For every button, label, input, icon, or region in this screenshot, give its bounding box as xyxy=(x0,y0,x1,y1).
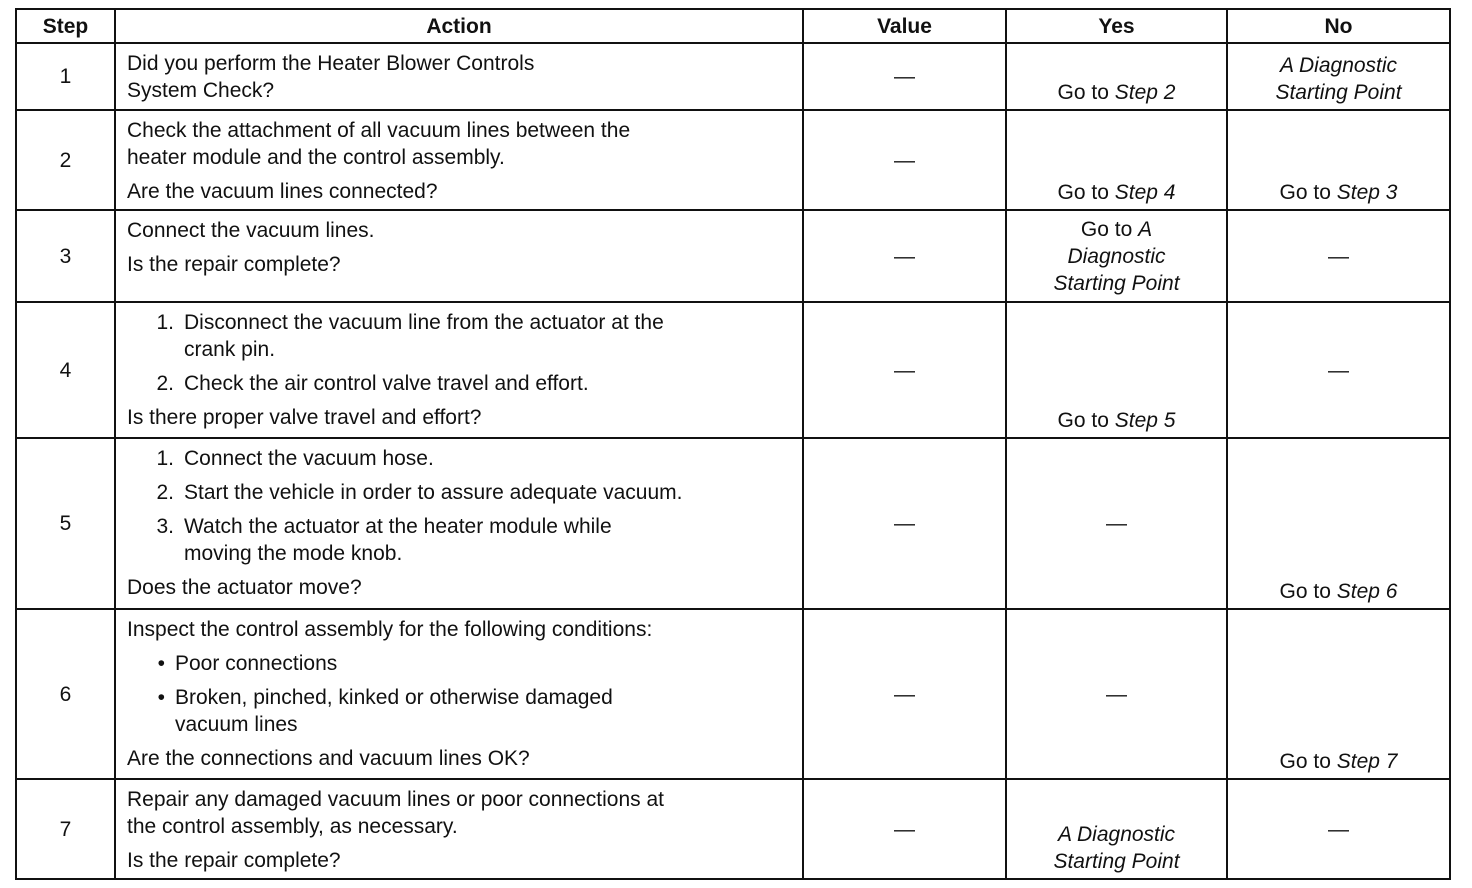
action-question: Does the actuator move? xyxy=(127,576,362,599)
step-number: 6 xyxy=(16,609,115,779)
list-line: Poor connections xyxy=(175,652,338,675)
value-cell xyxy=(803,779,1006,879)
link-line: A Diagnostic xyxy=(1279,54,1398,77)
list-item xyxy=(127,650,794,677)
action-cell xyxy=(115,779,803,879)
value-cell xyxy=(803,609,1006,779)
link-line: A Diagnostic xyxy=(1057,823,1176,846)
list-item xyxy=(127,370,794,397)
list-item xyxy=(127,445,794,472)
list-line: Start the vehicle in order to assure adequate vacuum. xyxy=(184,481,683,504)
dash-mark: — xyxy=(1106,512,1127,535)
action-line: Connect the vacuum lines. xyxy=(127,219,375,242)
link-line: A xyxy=(1138,217,1153,241)
header-action: Action xyxy=(115,9,803,43)
list-number: 2. xyxy=(156,372,174,395)
yes-cell xyxy=(1006,609,1227,779)
step-link[interactable]: Step 7 xyxy=(1336,750,1398,773)
header-row xyxy=(16,9,1450,43)
list-number: 1. xyxy=(156,311,174,334)
dash-mark: — xyxy=(894,682,915,706)
table-row xyxy=(16,438,1450,609)
action-line: the control assembly, as necessary. xyxy=(127,815,458,838)
value-cell xyxy=(803,210,1006,302)
action-intro: Inspect the control assembly for the following conditions: xyxy=(127,618,653,641)
dash-mark: — xyxy=(894,244,915,268)
dash-mark: — xyxy=(1328,817,1349,841)
list-item xyxy=(127,309,794,363)
list-line: Broken, pinched, kinked or otherwise damaged xyxy=(175,686,613,709)
action-cell xyxy=(115,302,803,438)
list-number: 3. xyxy=(156,515,174,538)
link-line: Starting Point xyxy=(1275,81,1402,104)
list-line: Watch the actuator at the heater module while xyxy=(184,515,612,538)
yes-cell xyxy=(1006,110,1227,210)
header-yes: Yes xyxy=(1006,9,1227,43)
step-link[interactable]: Step 3 xyxy=(1336,181,1398,204)
list-number: 2. xyxy=(156,481,174,504)
action-cell xyxy=(115,43,803,110)
table-row xyxy=(16,779,1450,879)
step-link[interactable]: Step 5 xyxy=(1114,409,1176,432)
goto-text: Go to xyxy=(1057,409,1115,432)
step-link[interactable]: Step 6 xyxy=(1336,580,1398,603)
goto-text: Go to xyxy=(1080,217,1139,241)
bullet-list xyxy=(127,650,794,738)
no-cell xyxy=(1227,43,1450,110)
step-link[interactable]: Step 4 xyxy=(1114,181,1176,204)
action-line: Repair any damaged vacuum lines or poor connections at xyxy=(127,788,664,811)
yes-cell xyxy=(1006,302,1227,438)
header-no: No xyxy=(1227,9,1450,43)
action-cell xyxy=(115,110,803,210)
value-cell xyxy=(803,110,1006,210)
dash-mark: — xyxy=(1328,358,1349,382)
action-line: System Check? xyxy=(127,79,275,102)
action-question: Are the vacuum lines connected? xyxy=(127,180,438,203)
yes-cell xyxy=(1006,43,1227,110)
diagnostic-link[interactable] xyxy=(1007,821,1226,878)
step-number: 2 xyxy=(16,110,115,210)
goto-text: Go to xyxy=(1057,181,1115,204)
list-line: Disconnect the vacuum line from the actuator at the xyxy=(184,311,664,334)
diagnostic-table xyxy=(15,8,1451,880)
bullet: • xyxy=(157,652,165,675)
list-item xyxy=(127,684,794,738)
list-item xyxy=(127,513,794,567)
numbered-list xyxy=(127,309,794,397)
list-line: Check the air control valve travel and effort. xyxy=(184,372,589,395)
dash-mark: — xyxy=(894,512,915,535)
step-number: 5 xyxy=(16,438,115,609)
bullet: • xyxy=(157,686,165,709)
list-line: crank pin. xyxy=(184,338,276,361)
no-cell xyxy=(1227,110,1450,210)
value-cell xyxy=(803,438,1006,609)
step-number: 3 xyxy=(16,210,115,302)
no-cell xyxy=(1227,779,1450,879)
list-line: Connect the vacuum hose. xyxy=(184,447,434,470)
header-step: Step xyxy=(16,9,115,43)
link-line: Diagnostic xyxy=(1067,244,1166,268)
action-line: heater module and the control assembly. xyxy=(127,146,505,169)
yes-cell xyxy=(1006,210,1227,302)
value-cell xyxy=(803,43,1006,110)
action-cell xyxy=(115,609,803,779)
action-question: Is the repair complete? xyxy=(127,849,341,872)
table-row xyxy=(16,609,1450,779)
step-number: 4 xyxy=(16,302,115,438)
numbered-list xyxy=(127,445,794,567)
action-question: Is there proper valve travel and effort? xyxy=(127,406,482,429)
yes-cell xyxy=(1006,438,1227,609)
goto-text: Go to xyxy=(1279,750,1337,773)
action-question: Is the repair complete? xyxy=(127,253,341,276)
dash-mark: — xyxy=(894,817,915,841)
dash-mark: — xyxy=(894,148,915,172)
table-row xyxy=(16,110,1450,210)
list-number: 1. xyxy=(156,447,174,470)
goto-text: Go to xyxy=(1279,181,1337,204)
action-cell xyxy=(115,438,803,609)
value-cell xyxy=(803,302,1006,438)
no-cell xyxy=(1227,438,1450,609)
goto-text: Go to xyxy=(1057,81,1115,104)
step-number: 1 xyxy=(16,43,115,110)
step-number: 7 xyxy=(16,779,115,879)
action-cell xyxy=(115,210,803,302)
no-cell xyxy=(1227,302,1450,438)
table-row xyxy=(16,302,1450,438)
table-row xyxy=(16,210,1450,302)
action-line: Check the attachment of all vacuum lines between the xyxy=(127,119,631,142)
dash-mark: — xyxy=(894,358,915,382)
dash-mark: — xyxy=(894,65,915,88)
no-cell xyxy=(1227,609,1450,779)
yes-cell xyxy=(1006,779,1227,879)
link-line: Starting Point xyxy=(1053,271,1180,295)
diagnostic-link[interactable] xyxy=(1228,52,1449,109)
header-value: Value xyxy=(803,9,1006,43)
list-item xyxy=(127,479,794,506)
table-row xyxy=(16,43,1450,110)
diagnostic-link[interactable] xyxy=(1007,216,1226,297)
step-link[interactable]: Step 2 xyxy=(1114,81,1176,104)
dash-mark: — xyxy=(1106,682,1127,706)
link-line: Starting Point xyxy=(1053,850,1180,873)
list-line: vacuum lines xyxy=(175,713,298,736)
action-line: Did you perform the Heater Blower Controls xyxy=(127,52,535,75)
action-question: Are the connections and vacuum lines OK? xyxy=(127,747,530,770)
dash-mark: — xyxy=(1328,244,1349,268)
list-line: moving the mode knob. xyxy=(184,542,403,565)
goto-text: Go to xyxy=(1279,580,1337,603)
no-cell xyxy=(1227,210,1450,302)
